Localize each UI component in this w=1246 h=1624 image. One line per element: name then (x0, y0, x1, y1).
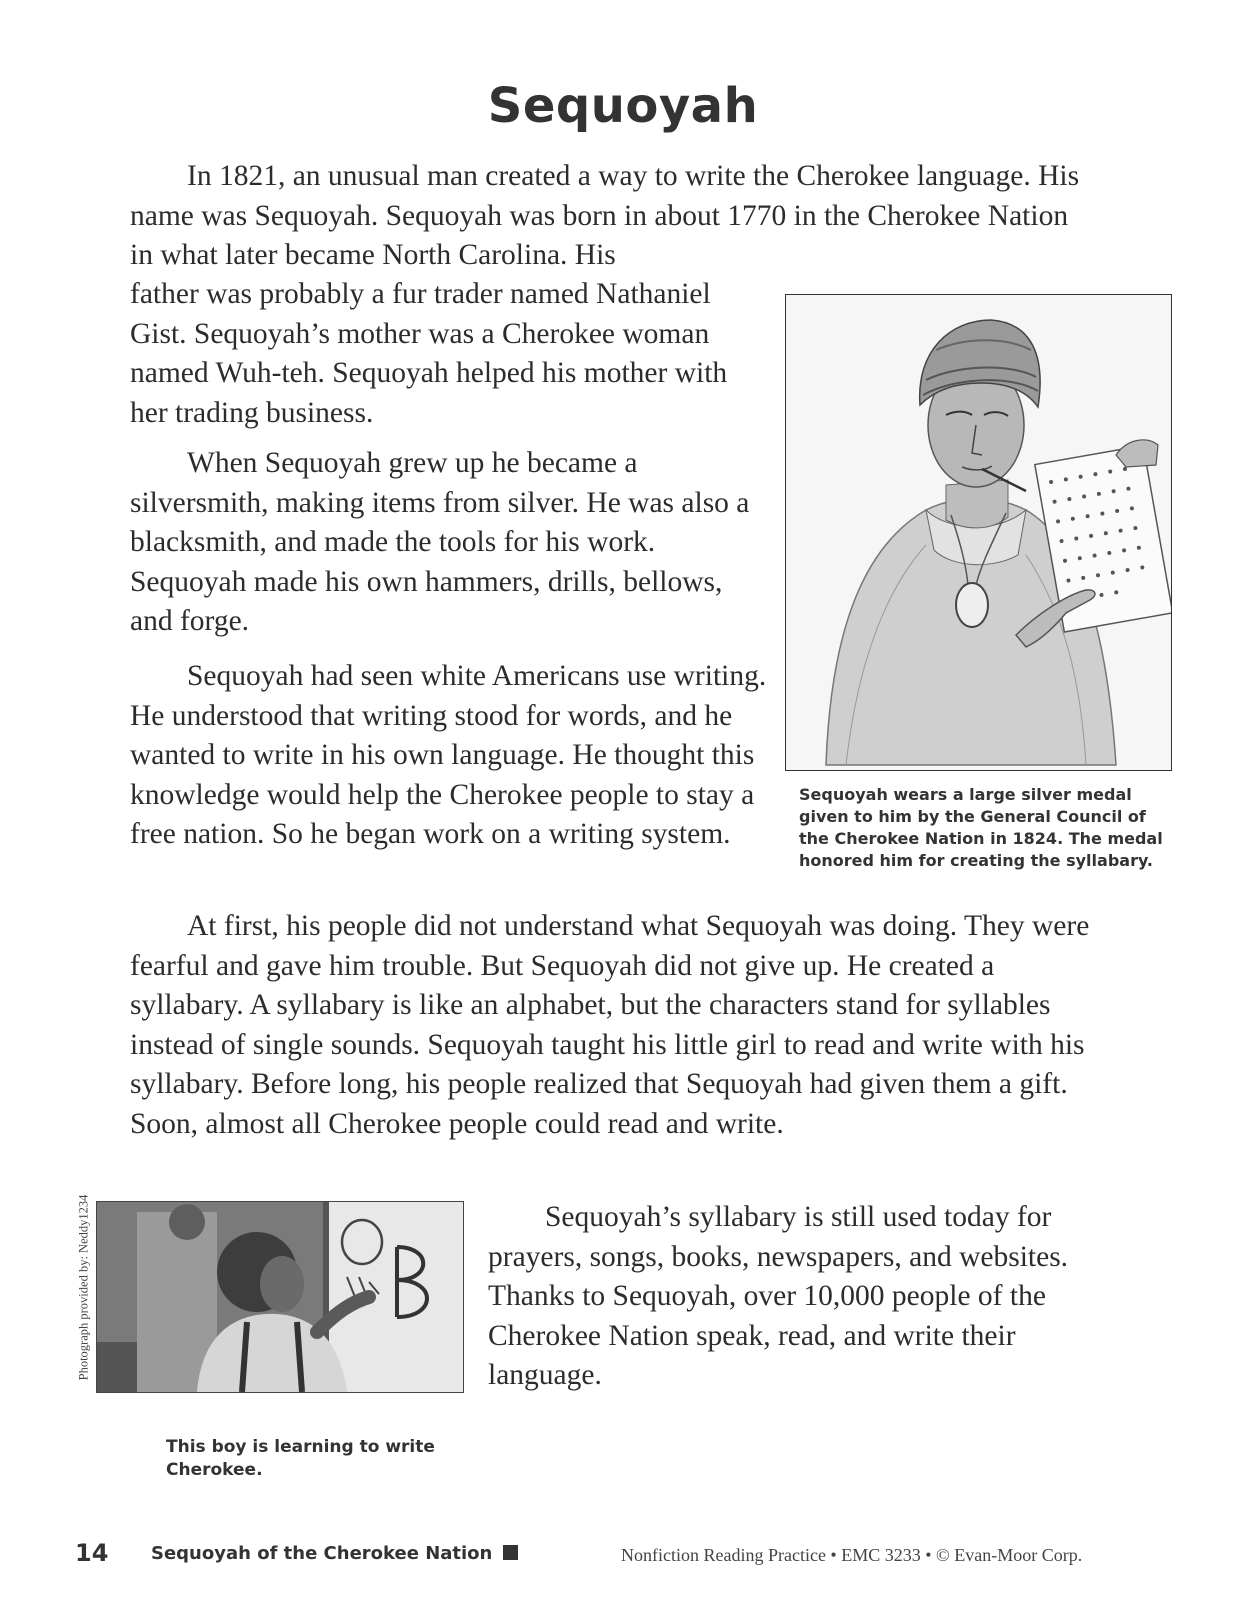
photo-illustration (97, 1202, 463, 1392)
paragraph-syllabary: At first, his people did not understand what Sequoyah was doing. They were fearful and gave him trouble. But Sequoyah did not give up. He created a syllabary. A syllabary is like an alphabet, but the characters stand for syllables instead of single sounds. Sequoyah taught his little girl to read and write with his syllabary. Before long, his people realized that Sequoyah had given them a gift. Soon, almost all Cherokee people could read and write. (130, 910, 1090, 1140)
footer-square-icon (503, 1545, 518, 1560)
paragraph-intro-rest: father was probably a fur trader named Nathaniel Gist. Sequoyah’s mother was a Cherokee woman named Wuh-teh. Sequoyah helped his mother with her trading business. (130, 278, 728, 429)
page-title: Sequoyah (487, 78, 759, 134)
portrait-illustration (786, 295, 1171, 770)
boy-writing-photo (96, 1201, 464, 1393)
photo-caption: This boy is learning to write Cherokee. (166, 1437, 435, 1480)
paragraph-intro-top: In 1821, an unusual man created a way to write the Cherokee language. His name was Sequoyah. Sequoyah was born in about 1770 in the Cherokee Nation in what later became North Carolina. His (130, 160, 1080, 271)
paragraph-writing: Sequoyah had seen white Americans use writing. He understood that writing stood for words, and he wanted to write in his own language. He thought this knowledge would help the Cherokee people to stay a free nation. So he began work on a writing system. (130, 660, 767, 850)
sequoyah-portrait (785, 294, 1172, 771)
portrait-caption: Sequoyah wears a large silver medal given to him by the General Council of the Cherokee Nation in 1824. The medal honored him for creating the syllabary. (799, 785, 1163, 870)
paragraph-silversmith: When Sequoyah grew up he became a silversmith, making items from silver. He was also a blacksmith, and made the tools for his work. Sequoyah made his own hammers, drills, bellows, and forge. (130, 447, 750, 637)
paragraph-today: Sequoyah’s syllabary is still used today for prayers, songs, books, newspapers, and websites. Thanks to Sequoyah, over 10,000 people of the Cherokee Nation speak, read, and write their language. (488, 1201, 1069, 1391)
page-number: 14 (75, 1539, 109, 1567)
footer-publisher: Nonfiction Reading Practice • EMC 3233 • © Evan-Moor Corp. (621, 1545, 1083, 1565)
footer-title: Sequoyah of the Cherokee Nation (151, 1543, 493, 1564)
photo-credit: Photograph provided by: Neddy1234 (76, 1194, 91, 1381)
